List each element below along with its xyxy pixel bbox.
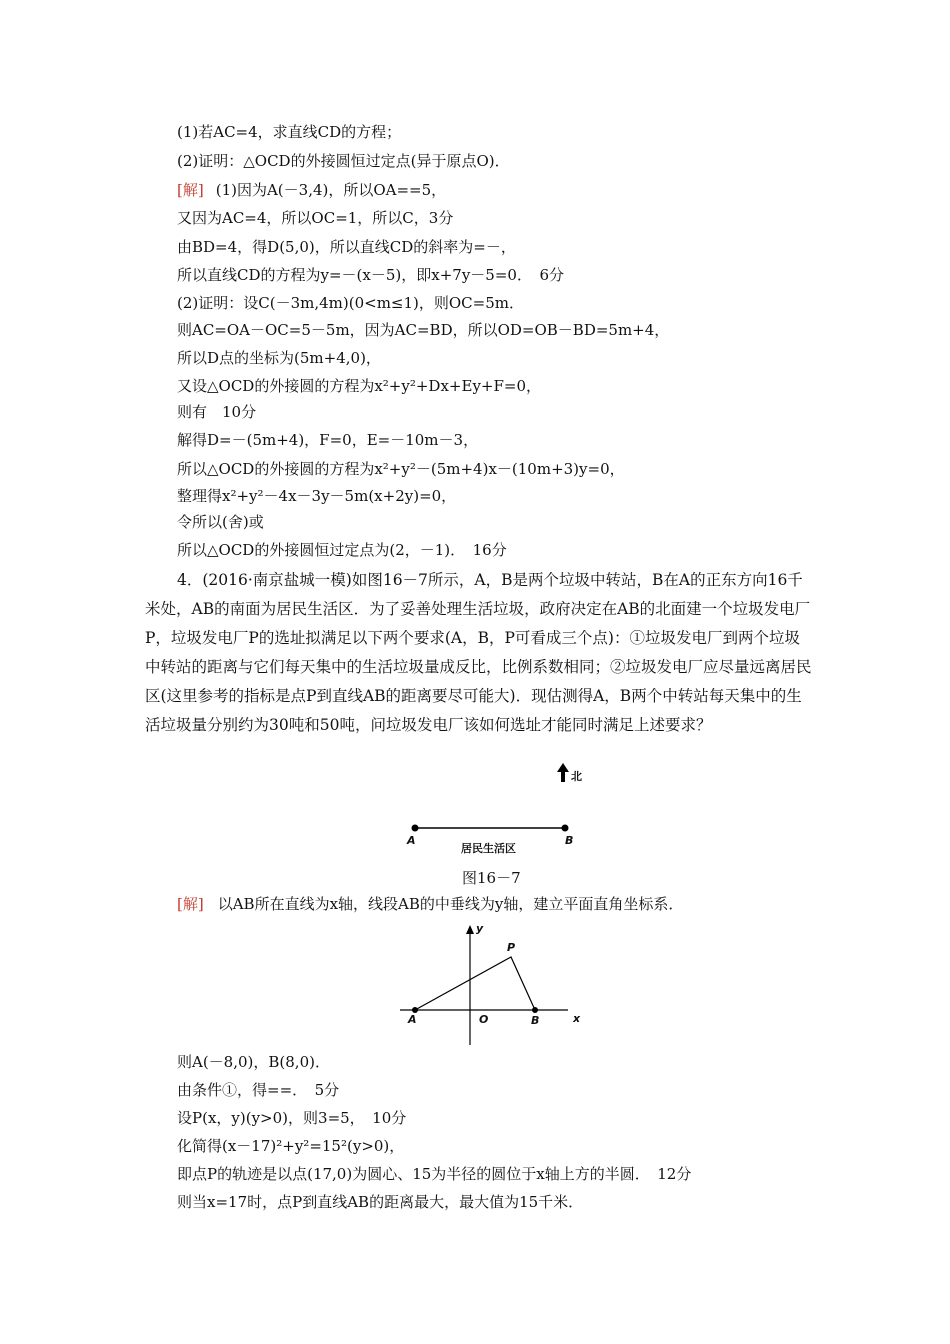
figure-caption: 图16－7 xyxy=(462,869,521,887)
point-p-label: P xyxy=(507,941,516,954)
point-b xyxy=(532,1007,538,1013)
text-line: 所以D点的坐标为(5m+4,0)， xyxy=(177,349,381,367)
point-a xyxy=(412,825,419,832)
text-line: 由BD=4，得D(5,0)，所以直线CD的斜率为=－， xyxy=(177,238,516,256)
text-line xyxy=(177,180,446,200)
text-line: 整理得x²+y²－4x－3y－5m(x+2y)=0， xyxy=(177,487,457,505)
text-line: (1)若AC=4，求直线CD的方程； xyxy=(177,123,402,141)
point-b-label: B xyxy=(565,834,574,847)
text-line: 所以△OCD的外接圆恒过定点为(2，－1)． 16分 xyxy=(177,541,507,559)
text-line: 则A(－8,0)，B(8,0)． xyxy=(177,1053,330,1071)
text-line: 由条件①，得==． 5分 xyxy=(177,1081,340,1099)
text-line: 则当x=17时，点P到直线AB的距离最大，最大值为15千米． xyxy=(177,1193,584,1211)
text-line: 令所以(舍)或 xyxy=(177,513,264,531)
text-line: 解得D=－(5m+4)，F=0，E=－10m－3， xyxy=(177,431,479,449)
y-axis-arrow-icon xyxy=(466,925,474,934)
text-line: (2)证明：△OCD的外接圆恒过定点(异于原点O)． xyxy=(177,152,510,170)
text-line-content: 以AB所在直线为x轴，线段AB的中垂线为y轴，建立平面直角坐标系． xyxy=(217,895,684,913)
text-line xyxy=(177,894,683,914)
text-line: 则AC=OA－OC=5－5m，因为AC=BD，所以OD=OB－BD=5m+4， xyxy=(177,321,670,339)
text-line: 则有 10分 xyxy=(177,403,257,421)
north-label: 北 xyxy=(571,770,582,783)
text-line: 所以△OCD的外接圆的方程为x²+y²－(5m+4)x－(10m+3)y=0， xyxy=(177,460,625,478)
point-a-label: A xyxy=(407,834,416,847)
text-line: (2)证明：设C(－3m,4m)(0<m≤1)，则OC=5m． xyxy=(177,294,524,312)
text-line: 即点P的轨迹是以点(17,0)为圆心、15为半径的圆位于x轴上方的半圆． 12分 xyxy=(177,1165,692,1183)
x-axis-label: x xyxy=(573,1012,581,1025)
text-line: 又因为AC=4，所以OC=1，所以C，3分 xyxy=(177,209,454,227)
point-b xyxy=(562,825,569,832)
solution-tag: [解] xyxy=(177,895,204,913)
text-line-content: (1)因为A(－3,4)，所以OA==5， xyxy=(215,181,447,199)
problem-statement: 4．(2016·南京盐城一模)如图16－7所示，A，B是两个垃圾中转站，B在A的正东方向16千米处，AB的南面为居民生活区．为了妥善处理生活垃圾，政府决定在AB的北面建一个垃圾发电厂P，垃圾发电厂P的选址拟满足以下两个要求(A，B，P可看成三个点)：①垃圾发电厂到两个垃圾中转站的距离与它们每天集中的生活垃圾量成反比，比例系数相同；②垃圾发电厂应尽量远离居民区(这里参考的指标是点P到直线AB的距离要尽可能大)．现估测得A，B两个中转站每天集中的生活垃圾量分别约为30吨和50吨，问垃圾发电厂该如何选址才能同时满足上述要求？ xyxy=(145,571,812,734)
text-line: 又设△OCD的外接圆的方程为x²+y²+Dx+Ey+F=0， xyxy=(177,377,542,395)
text-line: 所以直线CD的方程为y=－(x－5)，即x+7y－5=0． 6分 xyxy=(177,266,564,284)
text-line: 化简得(x－17)²+y²=15²(y>0)， xyxy=(177,1137,405,1155)
north-arrow-icon xyxy=(557,763,569,782)
point-a-label: A xyxy=(408,1013,417,1026)
y-axis-label: y xyxy=(476,922,484,935)
origin-label: O xyxy=(479,1013,489,1026)
text-line: 设P(x，y)(y>0)，则3=5， 10分 xyxy=(177,1109,407,1127)
residential-zone-label: 居民生活区 xyxy=(461,842,516,855)
triangle-apb xyxy=(415,957,535,1010)
solution-tag: [解] xyxy=(177,181,204,199)
point-b-label: B xyxy=(531,1014,540,1027)
